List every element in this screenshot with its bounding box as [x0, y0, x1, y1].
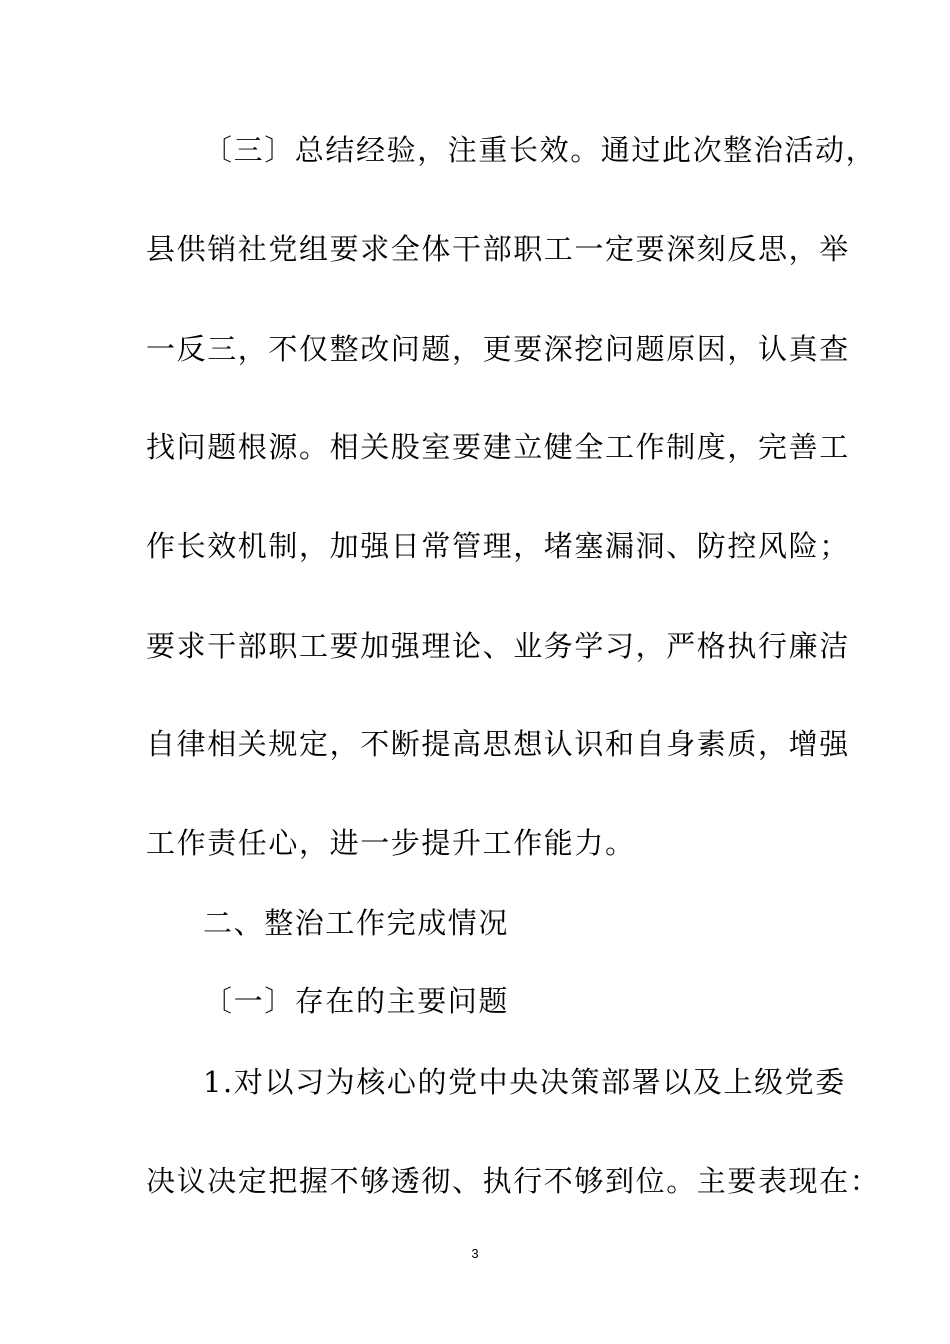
page-number: 3 — [471, 1246, 479, 1261]
paragraph-line-9: 1.对以习为核心的党中央决策部署以及上级党委 — [203, 1065, 846, 1099]
paragraph-line-8: 工作责任心，进一步提升工作能力。 — [146, 826, 636, 860]
paragraph-line-10: 决议决定把握不够透彻、执行不够到位。主要表现在： — [146, 1164, 881, 1198]
paragraph-line-4: 找问题根源。相关股室要建立健全工作制度，完善工 — [146, 430, 850, 464]
paragraph-line-6: 要求干部职工要加强理论、业务学习，严格执行廉洁 — [146, 629, 850, 663]
section-heading: 二、整治工作完成情况 — [203, 906, 510, 940]
paragraph-line-5: 作长效机制，加强日常管理，堵塞漏洞、防控风险； — [146, 529, 850, 563]
paragraph-line-3: 一反三，不仅整改问题，更要深挖问题原因，认真查 — [146, 332, 850, 366]
paragraph-line-7: 自律相关规定，不断提高思想认识和自身素质，增强 — [146, 727, 850, 761]
paragraph-line-2: 县供销社党组要求全体干部职工一定要深刻反思，举 — [146, 232, 850, 266]
subsection-heading: 〔一〕存在的主要问题 — [203, 984, 510, 1018]
paragraph-line-1: 〔三〕总结经验，注重长效。通过此次整治活动， — [203, 133, 877, 167]
